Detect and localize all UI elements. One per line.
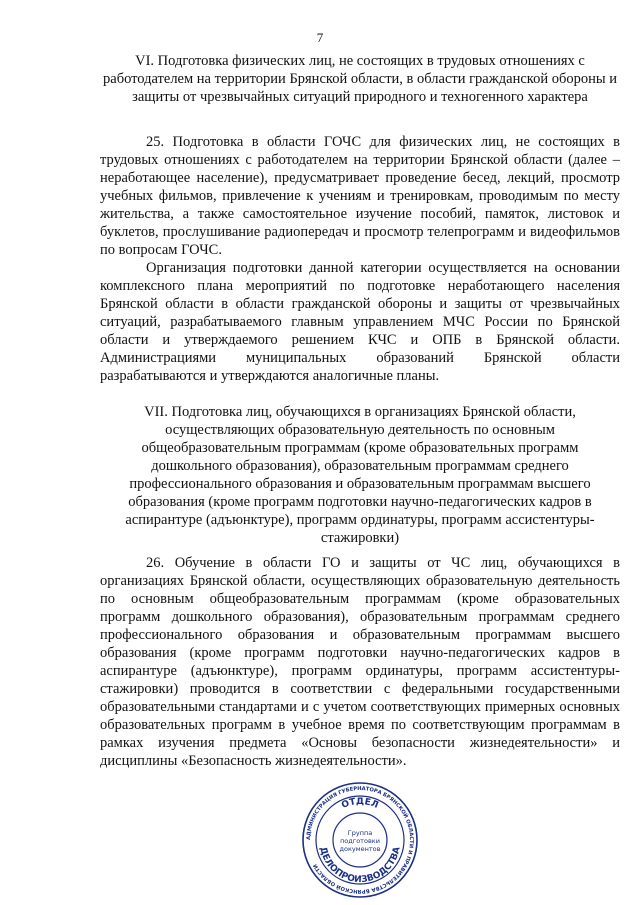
svg-text:ОТДЕЛ [340, 797, 380, 811]
section-6-body [100, 133, 620, 385]
stamp-bottom-text: ДЕЛОПРОИЗВОДСТВА [317, 845, 403, 886]
office-stamp [300, 780, 420, 900]
stamp-center-line-1: Группа [347, 829, 373, 837]
paragraph-25-continued: Организация подготовки данной категории осуществляется на основании комплексного плана мероприятий по подготовке неработающего населения Брянской области в области гражданской обороны и защиты от чрезвычайных ситуаций, разрабатываемого главным управлением МЧС России по Брянской области и утверждаемого решением КЧС и ОПБ в Брянской области. Администрациями муниципальных образований Брянской области разрабатываются и утверждаются аналогичные планы. [100, 260, 620, 384]
stamp-center-line-2: подготовки [340, 837, 380, 845]
page-number: 7 [316, 30, 324, 45]
section-7-body [100, 554, 620, 770]
stamp-center-line-3: документов [339, 845, 381, 853]
paragraph-25: 25. Подготовка в области ГОЧС для физических лиц, не состоящих в трудовых отношениях с работодателем на территории Брянской области (далее – неработающее население), предусматривает проведение бесед, лекций, просмотр учебных фильмов, привлечение к учениям и тренировкам, проводимым по месту жительства, а также самостоятельное изучение пособий, памяток, листовок и буклетов, прослушивание радиопередач и просмотр телепрограмм и видеофильмов по вопросам ГОЧС. [100, 134, 620, 258]
stamp-outer-text: АДМИНИСТРАЦИЯ ГУБЕРНАТОРА БРЯНСКОЙ ОБЛАСТИ И ПРАВИТЕЛЬСТВА БРЯНСКОЙ ОБЛАСТИ [305, 785, 415, 895]
section-6-heading: VI. Подготовка физических лиц, не состоящих в трудовых отношениях с работодателем на территории Брянской области, в области гражданской обороны и защиты от чрезвычайных ситуаций природного и техногенного характера [103, 53, 617, 105]
section-7-heading: VII. Подготовка лиц, обучающихся в организациях Брянской области, осуществляющих образовательную деятельность по основным общеобразовательным программам (кроме образовательных программ дошкольного образования), образовательным программам среднего профессионального образования и образовательным программам высшего образования (кроме программ подготовки научно-педагогических кадров в аспирантуре (адъюнктуре), программ ординатуры, программ ассистентуры-стажировки) [125, 404, 595, 546]
stamp-top-text: ОТДЕЛ [340, 796, 380, 811]
stamp-seal-icon [300, 780, 420, 900]
paragraph-26: 26. Обучение в области ГО и защиты от ЧС лиц, обучающихся в организациях Брянской области, осуществляющих образовательную деятельность по основным общеобразовательным программам (кроме образовательных программ дошкольного образования), образовательным программам среднего профессионального образования и образовательным программам высшего образования (кроме программ подготовки научно-педагогических кадров в аспирантуре (адъюнктуре), программ ординатуры, программ ассистентуры-стажировки) проводится в соответствии с федеральными государственными образовательными стандартами и с учетом соответствующих примерных основных образовательных программ в учебное время по соответствующим программам в рамках изучения предмета «Основы безопасности жизнедеятельности» и дисциплины «Безопасность жизнедеятельности». [100, 555, 620, 769]
